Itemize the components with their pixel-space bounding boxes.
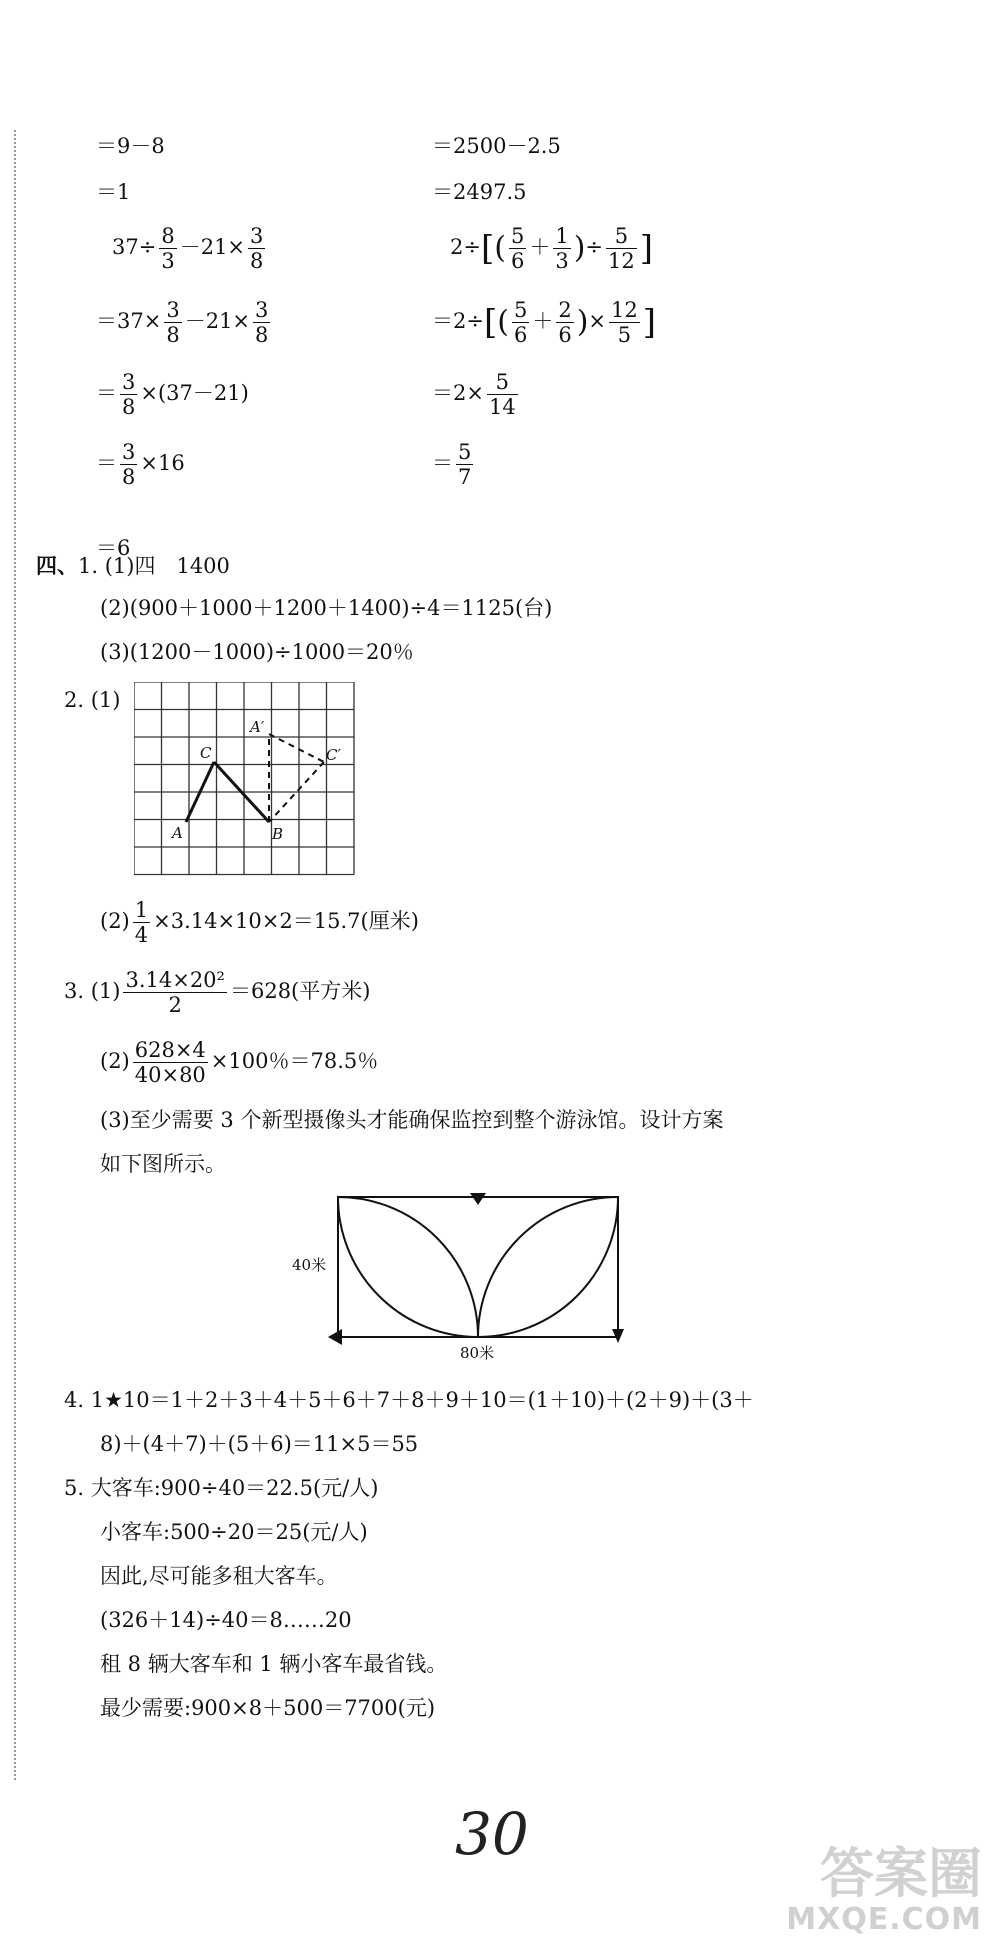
q3-part-3-line-1: (3)至少需要 3 个新型摄像头才能确保监控到整个游泳馆。设计方案 xyxy=(100,1108,724,1132)
fraction: $\frac{5}{12}$ xyxy=(608,224,635,273)
watermark-logo: 答案圈 xyxy=(820,1841,982,1905)
label-c-prime: C′ xyxy=(326,746,341,764)
grid-diagram xyxy=(134,682,374,876)
coverage-arc-bottom-camera-right xyxy=(478,1197,618,1337)
fraction: $\frac{1}{4}$ xyxy=(134,898,149,947)
camera-marker-top xyxy=(470,1193,486,1205)
q5-line-5: 租 8 辆大客车和 1 辆小客车最省钱。 xyxy=(100,1652,448,1676)
fraction: $\frac{3}{8}$ xyxy=(122,440,136,489)
fraction: $\frac{2}{6}$ xyxy=(558,298,572,347)
fraction: $\frac{3}{8}$ xyxy=(166,298,180,347)
width-label: 80米 xyxy=(460,1344,495,1362)
q1-part-1: 1. (1)四 1400 xyxy=(78,554,230,578)
q5-line-2: 小客车:500÷20＝25(元/人) xyxy=(100,1520,368,1544)
coverage-arc-bottom-camera-left xyxy=(338,1197,478,1337)
pool-figure xyxy=(280,1185,640,1365)
fraction: $\frac{1}{3}$ xyxy=(555,224,569,273)
label-b: B xyxy=(272,825,284,843)
calc-right-line-2: ＝2497.5 xyxy=(432,180,527,204)
watermark-url: MXQE.COM xyxy=(786,1902,982,1937)
calc-right-line-5: ＝2× $\frac{5}{14}$ xyxy=(432,370,516,419)
calc-left-line-7: ＝6 xyxy=(96,536,131,560)
calc-left-line-3: 37÷ $\frac{8}{3}$ －21× $\frac{3}{8}$ xyxy=(112,224,264,273)
label-a: A xyxy=(172,824,183,842)
q3-part-3-line-2: 如下图所示。 xyxy=(100,1152,226,1176)
fraction: $\frac{5}{6}$ xyxy=(513,298,528,347)
page-number: 30 xyxy=(455,1800,529,1868)
camera-marker-bottom-left xyxy=(328,1329,342,1345)
fraction: $\frac{3}{8}$ xyxy=(250,224,264,273)
coverage-arc-left-camera xyxy=(338,1197,478,1337)
fraction: $\frac{3}{8}$ xyxy=(255,298,269,347)
binding-margin-dots xyxy=(14,130,16,1780)
q2-label: 2. (1) xyxy=(64,688,121,712)
label-a-prime: A′ xyxy=(250,718,265,736)
label-c: C xyxy=(200,744,212,762)
calc-right-line-1: ＝2500－2.5 xyxy=(432,134,561,158)
fraction: $\frac{5}{6}$ xyxy=(510,224,525,273)
q1-part-2: (2)(900＋1000＋1200＋1400)÷4＝1125(台) xyxy=(100,596,553,620)
pool-rectangle xyxy=(338,1197,618,1337)
q4-line-2: 8)＋(4＋7)＋(5＋6)＝11×5＝55 xyxy=(100,1432,419,1456)
fraction: $\frac{\text{3.14×20²}}{2}$ xyxy=(125,968,225,1017)
calc-right-line-4: ＝2÷[( $\frac{5}{6}$ ＋ $\frac{2}{6}$ )× $\frac{12}{5}$ ] xyxy=(432,298,657,347)
height-label: 40米 xyxy=(292,1256,327,1274)
q5-line-1: 5. 大客车:900÷40＝22.5(元/人) xyxy=(64,1476,379,1500)
q1-part-3: (3)(1200－1000)÷1000＝20％ xyxy=(100,640,414,664)
fraction: $\frac{628\times 4}{40\times 80}$ xyxy=(134,1038,206,1087)
fraction: $\frac{12}{5}$ xyxy=(611,298,638,347)
fraction: $\frac{5}{14}$ xyxy=(488,370,516,419)
fraction: $\frac{5}{7}$ xyxy=(458,440,472,489)
q4-line-1: 4. 1★10＝1＋2＋3＋4＋5＋6＋7＋8＋9＋10＝(1＋10)＋(2＋9)＋(3＋ xyxy=(64,1388,754,1412)
watermark xyxy=(786,1841,982,1937)
calc-left-line-6: ＝ $\frac{3}{8}$ ×16 xyxy=(96,440,185,489)
calc-left-line-4: ＝37× $\frac{3}{8}$ －21× $\frac{3}{8}$ xyxy=(96,298,269,347)
calc-right-line-3: 2÷[( $\frac{5}{6}$ ＋ $\frac{1}{3}$ )÷ $\frac{5}{12}$ ] xyxy=(450,224,654,273)
q5-line-6: 最少需要:900×8＋500＝7700(元) xyxy=(100,1696,436,1720)
section-4-heading: 四、 xyxy=(36,553,78,578)
calc-left-line-5: ＝ $\frac{3}{8}$ ×(37－21) xyxy=(96,370,249,419)
section-4-line-1 xyxy=(36,552,230,580)
fraction: $\frac{8}{3}$ xyxy=(161,224,175,273)
calc-left-line-1: ＝9－8 xyxy=(96,134,165,158)
q5-line-4: (326＋14)÷40＝8……20 xyxy=(100,1608,352,1632)
calc-right-line-6: ＝ $\frac{5}{7}$ xyxy=(432,440,472,489)
q3-part-2: (2) $\frac{628\times 4}{40\times 80}$ ×100％＝78.5％ xyxy=(100,1038,379,1087)
fraction: $\frac{3}{8}$ xyxy=(122,370,136,419)
segment-a-prime-c-prime xyxy=(269,734,324,762)
q2-part-2: (2) $\frac{1}{4}$ ×3.14×10×2＝15.7(厘米) xyxy=(100,898,419,947)
calc-left-line-2: ＝1 xyxy=(96,180,131,204)
coverage-arc-right-camera xyxy=(478,1197,618,1337)
q3-part-1: 3. (1) $\frac{\text{3.14×20²}}{2}$ ＝628(平方米) xyxy=(64,968,371,1017)
q5-line-3: 因此,尽可能多租大客车。 xyxy=(100,1564,338,1588)
